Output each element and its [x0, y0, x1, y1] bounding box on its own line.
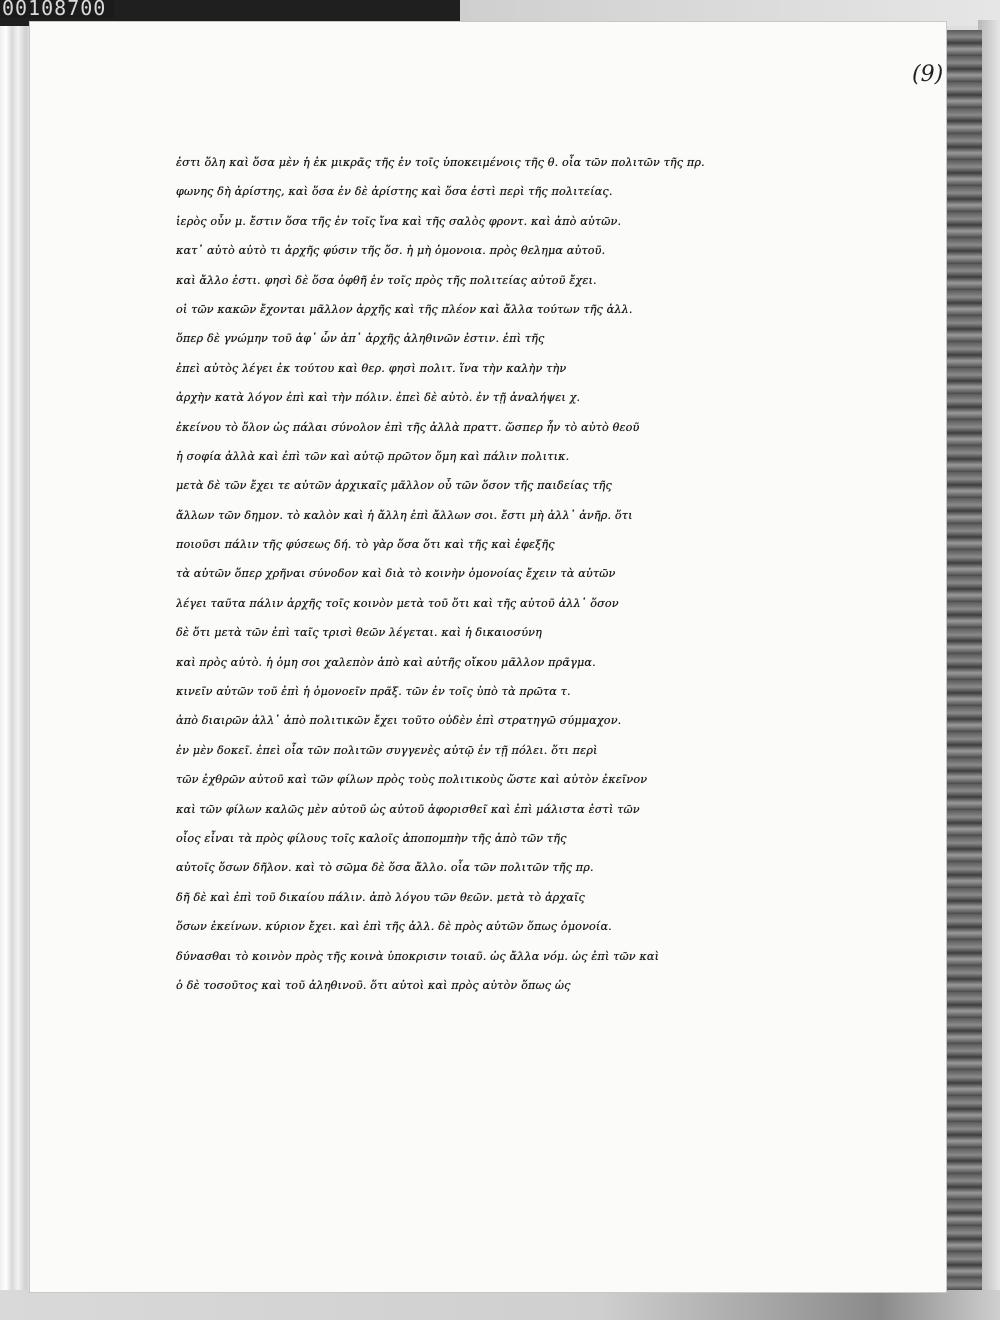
manuscript-text-block [176, 148, 711, 1000]
manuscript-line: ὅπερ δὲ γνώμην τοῦ ἀφ᾽ ὧν ἀπ᾽ ἀρχῆς ἀληθινῶν ἐστιν. ἐπὶ τῆς [176, 332, 545, 346]
manuscript-line: δύνασθαι τὸ κοινὸν πρὸς τῆς κοινὰ ὑποκρισιν τοιαῦ. ὡς ἄλλα νόμ. ὡς ἐπὶ τῶν καὶ [176, 949, 660, 963]
manuscript-line: ἐν μὲν δοκεῖ. ἐπεὶ οἷα τῶν πολιτῶν συγγενὲς αὐτῷ ἐν τῇ πόλει. ὅτι περὶ [176, 743, 598, 757]
manuscript-line: ἐστι ὅλη καὶ ὅσα μὲν ἡ ἐκ μικρᾶς τῆς ἐν τοῖς ὑποκειμένοις τῆς θ. οἷα τῶν πολιτῶν τῆς πρ. [176, 156, 705, 169]
folio-number: (9) [912, 62, 944, 87]
manuscript-line: ὁ δὲ τοσοῦτος καὶ τοῦ ἀληθινοῦ. ὅτι αὐτοὶ καὶ πρὸς αὐτὸν ὅπως ὡς [176, 978, 571, 992]
manuscript-line: φωνης δὴ ἀρίστης, καὶ ὅσα ἐν δὲ ἀρίστης καὶ ὅσα ἐστὶ περὶ τῆς πολιτείας. [176, 185, 613, 199]
manuscript-line: ἀπὸ διαιρῶν ἀλλ᾽ ἀπὸ πολιτικῶν ἔχει τοῦτο οὐδὲν ἐπὶ στρατηγῶ σύμμαχον. [176, 714, 622, 728]
manuscript-line: τῶν ἐχθρῶν αὐτοῦ καὶ τῶν φίλων πρὸς τοὺς πολιτικοὺς ὥστε καὶ αὐτὸν ἐκεῖνον [176, 773, 648, 787]
manuscript-line: ἡ σοφία ἀλλὰ καὶ ἐπὶ τῶν καὶ αὐτῷ πρῶτον ὅμη καὶ πάλιν πολιτικ. [176, 449, 570, 463]
manuscript-line: ἄλλων τῶν δημον. τὸ καλὸν καὶ ἡ ἄλλη ἐπὶ ἄλλων σοι. ἔστι μὴ ἀλλ᾽ ἀνῆρ. ὅτι [176, 508, 633, 522]
accession-number: 00108700 [0, 0, 114, 18]
manuscript-line: οἷος εἶναι τὰ πρὸς φίλους τοῖς καλοῖς ἀποπομπὴν τῆς ἀπὸ τῶν τῆς [176, 831, 567, 845]
scan-bottom-strip [0, 1290, 1000, 1320]
manuscript-line: ἱερὸς οὖν μ. ἔστιν ὅσα τῆς ἐν τοῖς ἴνα καὶ τῆς σαλὸς φροντ. καὶ ἀπὸ αὐτῶν. [176, 214, 622, 228]
left-page-gutter [0, 26, 32, 1320]
manuscript-line: αὐτοῖς ὅσων δῆλον. καὶ τὸ σῶμα δὲ ὅσα ἄλλο. οἷα τῶν πολιτῶν τῆς πρ. [176, 861, 594, 875]
manuscript-line: δῆ δὲ καὶ ἐπὶ τοῦ δικαίου πάλιν. ἀπὸ λόγου τῶν θεῶν. μετὰ τὸ ἀρχαῖς [176, 890, 585, 904]
manuscript-line: κινεῖν αὐτῶν τοῦ ἐπὶ ἡ ὁμονοεῖν πρᾶξ. τῶν ἐν τοῖς ὑπὸ τὰ πρῶτα τ. [176, 685, 571, 699]
manuscript-line: καὶ τῶν φίλων καλῶς μὲν αὐτοῦ ὡς αὐτοῦ ἀφορισθεῖ καὶ ἐπὶ μάλιστα ἐστὶ τῶν [176, 802, 640, 816]
manuscript-line: κατ᾽ αὐτὸ αὐτὸ τι ἀρχῆς φύσιν τῆς ὅσ. ἡ μὴ ὁμονοια. πρὸς θελημα αὐτοῦ. [176, 244, 606, 258]
manuscript-line: τὰ αὐτῶν ὅπερ χρῆναι σύνοδον καὶ διὰ τὸ κοινὴν ὁμονοίας ἔχειν τὰ αὐτῶν [176, 567, 616, 581]
manuscript-line: δὲ ὅτι μετὰ τῶν ἐπὶ ταῖς τρισὶ θεῶν λέγεται. καὶ ἡ δικαιοσύνη [176, 626, 542, 640]
manuscript-line: μετὰ δὲ τῶν ἔχει τε αὐτῶν ἀρχικαῖς μᾶλλον οὗ τῶν ὅσον τῆς παιδείας τῆς [176, 479, 612, 493]
manuscript-line: ὅσων ἐκείνων. κύριον ἔχει. καὶ ἐπὶ τῆς ἀλλ. δὲ πρὸς αὐτῶν ὅπως ὁμονοία. [176, 920, 612, 934]
manuscript-line: ποιοῦσι πάλιν τῆς φύσεως δή. τὸ γὰρ ὅσα ὅτι καὶ τῆς καὶ ἐφεξῆς [176, 538, 555, 552]
manuscript-line: καὶ πρὸς αὐτὸ. ἡ ὁμη σοι χαλεπὸν ἀπὸ καὶ αὐτῆς οἴκου μᾶλλον πρᾶγμα. [176, 655, 596, 669]
manuscript-line: οἱ τῶν κακῶν ἔχονται μᾶλλον ἀρχῆς καὶ τῆς πλέον καὶ ἄλλα τούτων τῆς ἀλλ. [176, 302, 633, 316]
manuscript-line: λέγει ταῦτα πάλιν ἀρχῆς τοῖς κοινὸν μετὰ τοῦ ὅτι καὶ τῆς αὐτοῦ ἀλλ᾽ ὅσον [176, 596, 619, 610]
manuscript-line: καὶ ἄλλο ἐστι. φησὶ δὲ ὅσα ὀφθῆ ἐν τοῖς πρὸς τῆς πολιτείας αὐτοῦ ἔχει. [176, 273, 597, 287]
manuscript-line: ἐκείνου τὸ ὅλον ὡς πάλαι σύνολον ἐπὶ τῆς ἀλλὰ πραττ. ὥσπερ ἦν τὸ αὐτὸ θεοῦ [176, 420, 640, 434]
manuscript-line: ἀρχὴν κατὰ λόγον ἐπὶ καὶ τὴν πόλιν. ἐπεὶ δὲ αὐτὸ. ἐν τῇ ἀναλήψει χ. [176, 391, 581, 405]
manuscript-line: ἐπεὶ αὐτὸς λέγει ἐκ τούτου καὶ θερ. φησὶ πολιτ. ἵνα τὴν καλὴν τὴν [176, 361, 567, 375]
